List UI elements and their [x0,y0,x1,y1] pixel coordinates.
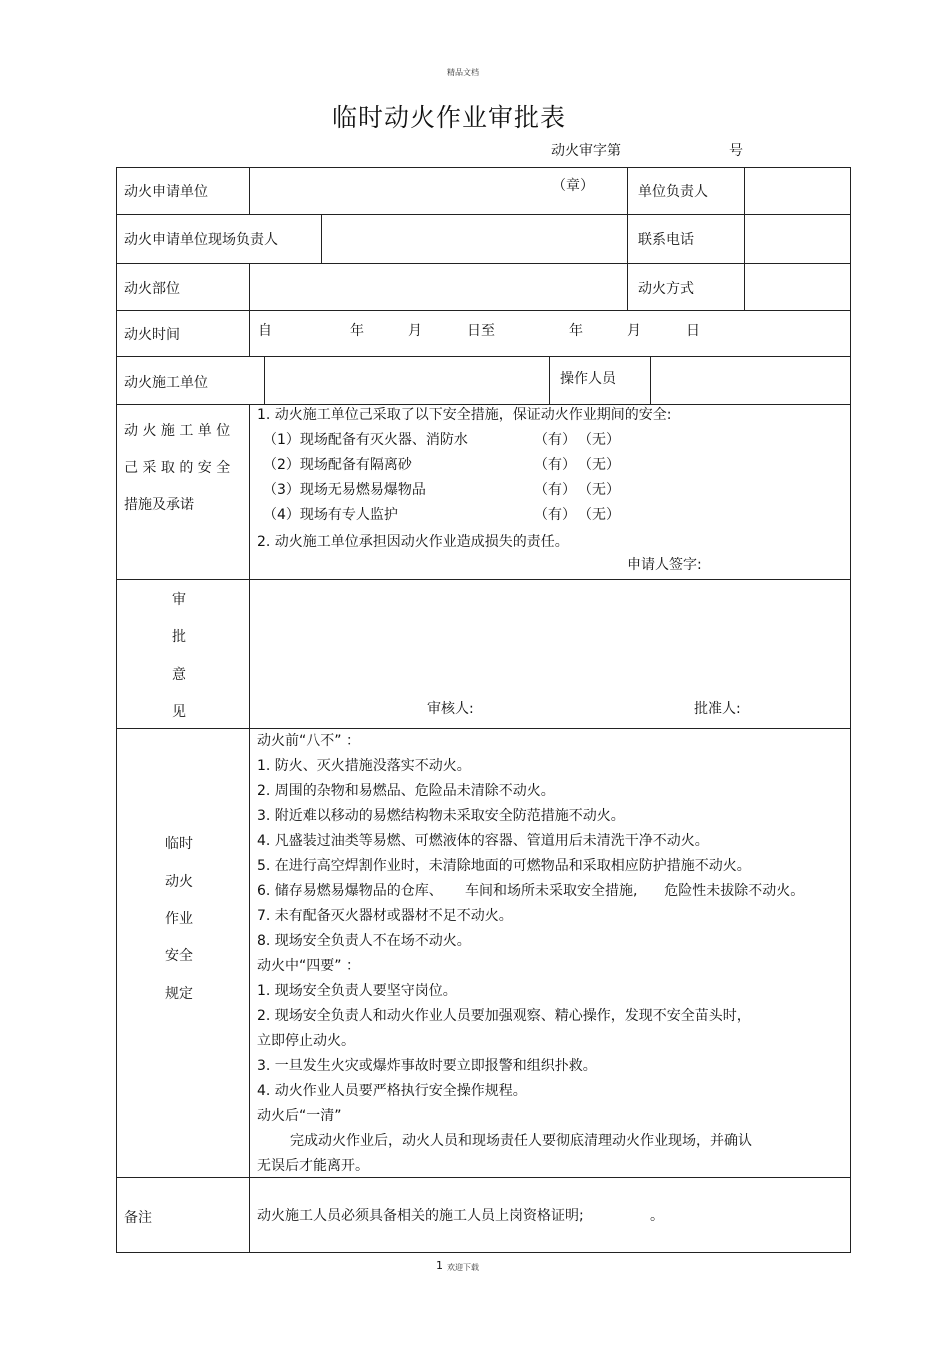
rules-label-line: 安全 [165,948,193,964]
measure-item-text: （4）现场有专人监护 [263,507,398,523]
measure-item-no: （无） [578,482,620,498]
table-line [264,356,265,404]
measure-item-no: （无） [578,507,620,523]
remarks-text: 动火施工人员必须具备相关的施工人员上岗资格证明; [257,1208,584,1224]
table-line [116,356,851,357]
page-number: 1 [436,1259,443,1272]
approval-label-char: 意 [172,667,186,683]
time-year1: 年 [350,323,364,339]
table-line [116,1252,851,1253]
rules-line: 4. 动火作业人员要严格执行安全操作规程。 [257,1083,527,1099]
approval-label-char: 审 [172,592,186,608]
measure-item-yes: （有） [534,507,576,523]
time-month2: 月 [627,323,641,339]
measure-item-yes: （有） [534,432,576,448]
rules-line: 2. 周围的杂物和易燃品、危险品未清除不动火。 [257,783,555,799]
footer-note: 欢迎下载 [447,1263,479,1272]
table-line [116,214,851,215]
applicant-signature-label: 申请人签字: [627,557,702,573]
table-line [627,214,628,263]
table-line [627,167,628,214]
rules-line: 8. 现场安全负责人不在场不动火。 [257,933,471,949]
site-leader-label: 动火申请单位现场负责人 [124,232,278,248]
doc-number-suffix: 号 [729,143,743,159]
table-line [249,404,250,1253]
rules-line: 无误后才能离开。 [257,1158,369,1174]
table-line [116,404,851,405]
rules-line: 6. 储存易燃易爆物品的仓库、 车间和场所未采取安全措施, 危险性未拔除不动火。 [257,883,805,899]
table-line [116,167,851,168]
measure-item-yes: （有） [534,482,576,498]
table-line [249,310,250,356]
rules-label-line: 动火 [165,874,193,890]
table-line [116,1177,851,1178]
approval-label-char: 批 [172,629,186,645]
table-line [744,263,745,310]
remarks-label: 备注 [124,1210,152,1226]
rules-line: 3. 一旦发生火灾或爆炸事故时要立即报警和组织扑救。 [257,1058,597,1074]
time-day-to: 日至 [467,323,495,339]
table-line [116,310,851,311]
rules-line: 完成动火作业后，动火人员和现场责任人要彻底清理动火作业现场，并确认 [290,1133,752,1149]
rules-line: 2. 现场安全负责人和动火作业人员要加强观察、精心操作，发现不安全苗头时， [257,1008,751,1024]
table-line [744,214,745,263]
time-month1: 月 [408,323,422,339]
remarks-end-mark: 。 [650,1208,664,1224]
measure-item-no: （无） [578,457,620,473]
measures-label-line1: 动 火 施 工 单 位 [124,423,231,439]
applicant-unit-label: 动火申请单位 [124,184,208,200]
phone-label: 联系电话 [638,232,694,248]
page-title: 临时动火作业审批表 [332,103,567,132]
measure-item-text: （1）现场配备有灭火器、消防水 [263,432,468,448]
measures-commitment: 2. 动火施工单位承担因动火作业造成损失的责任。 [257,534,569,550]
location-label: 动火部位 [124,281,180,297]
construction-unit-label: 动火施工单位 [124,375,208,391]
rules-line: 动火后“一清” [257,1108,342,1124]
top-note: 精品文档 [447,68,479,77]
rules-line: 5. 在进行高空焊割作业时，未清除地面的可燃物品和采取相应防护措施不动火。 [257,858,751,874]
measure-item-no: （无） [578,432,620,448]
table-line [627,263,628,310]
table-line [744,167,745,214]
table-line [549,356,550,404]
table-line [116,167,117,1253]
doc-number-prefix: 动火审字第 [551,143,621,159]
measures-label-line2: 己 采 取 的 安 全 [124,460,231,476]
rules-line: 动火前“八不” ： [257,733,360,749]
table-line [249,263,250,310]
rules-label-line: 规定 [165,986,193,1002]
table-line [650,356,651,404]
approver-label: 批准人: [694,701,741,717]
rules-label-line: 临时 [165,836,193,852]
measure-item-text: （3）现场无易燃易爆物品 [263,482,426,498]
rules-line: 1. 防火、灭火措施没落实不动火。 [257,758,471,774]
time-label: 动火时间 [124,327,180,343]
table-line [850,167,851,1253]
time-from: 自 [258,323,272,339]
operator-label: 操作人员 [560,371,616,387]
table-line [249,167,250,214]
table-line [321,214,322,263]
approval-label-char: 见 [172,704,186,720]
measure-item-yes: （有） [534,457,576,473]
rules-line: 3. 附近难以移动的易燃结构物未采取安全防范措施不动火。 [257,808,625,824]
measures-intro: 1. 动火施工单位己采取了以下安全措施，保证动火作业期间的安全: [257,407,672,423]
measures-label-line3: 措施及承诺 [124,497,194,513]
rules-line: 动火中“四要” ： [257,958,360,974]
unit-leader-label: 单位负责人 [638,184,708,200]
method-label: 动火方式 [638,281,694,297]
time-year2: 年 [569,323,583,339]
rules-line: 立即停止动火。 [257,1033,355,1049]
rules-label-line: 作业 [165,911,193,927]
measure-item-text: （2）现场配备有隔离砂 [263,457,412,473]
table-line [116,579,851,580]
rules-line: 4. 凡盛装过油类等易燃、可燃液体的容器、管道用后未清洗干净不动火。 [257,833,709,849]
rules-line: 1. 现场安全负责人要坚守岗位。 [257,983,457,999]
table-line [116,263,851,264]
rules-line: 7. 未有配备灭火器材或器材不足不动火。 [257,908,513,924]
reviewer-label: 审核人: [427,701,474,717]
seal-label: （章） [552,178,594,194]
time-day2: 日 [686,323,700,339]
table-line [116,728,851,729]
